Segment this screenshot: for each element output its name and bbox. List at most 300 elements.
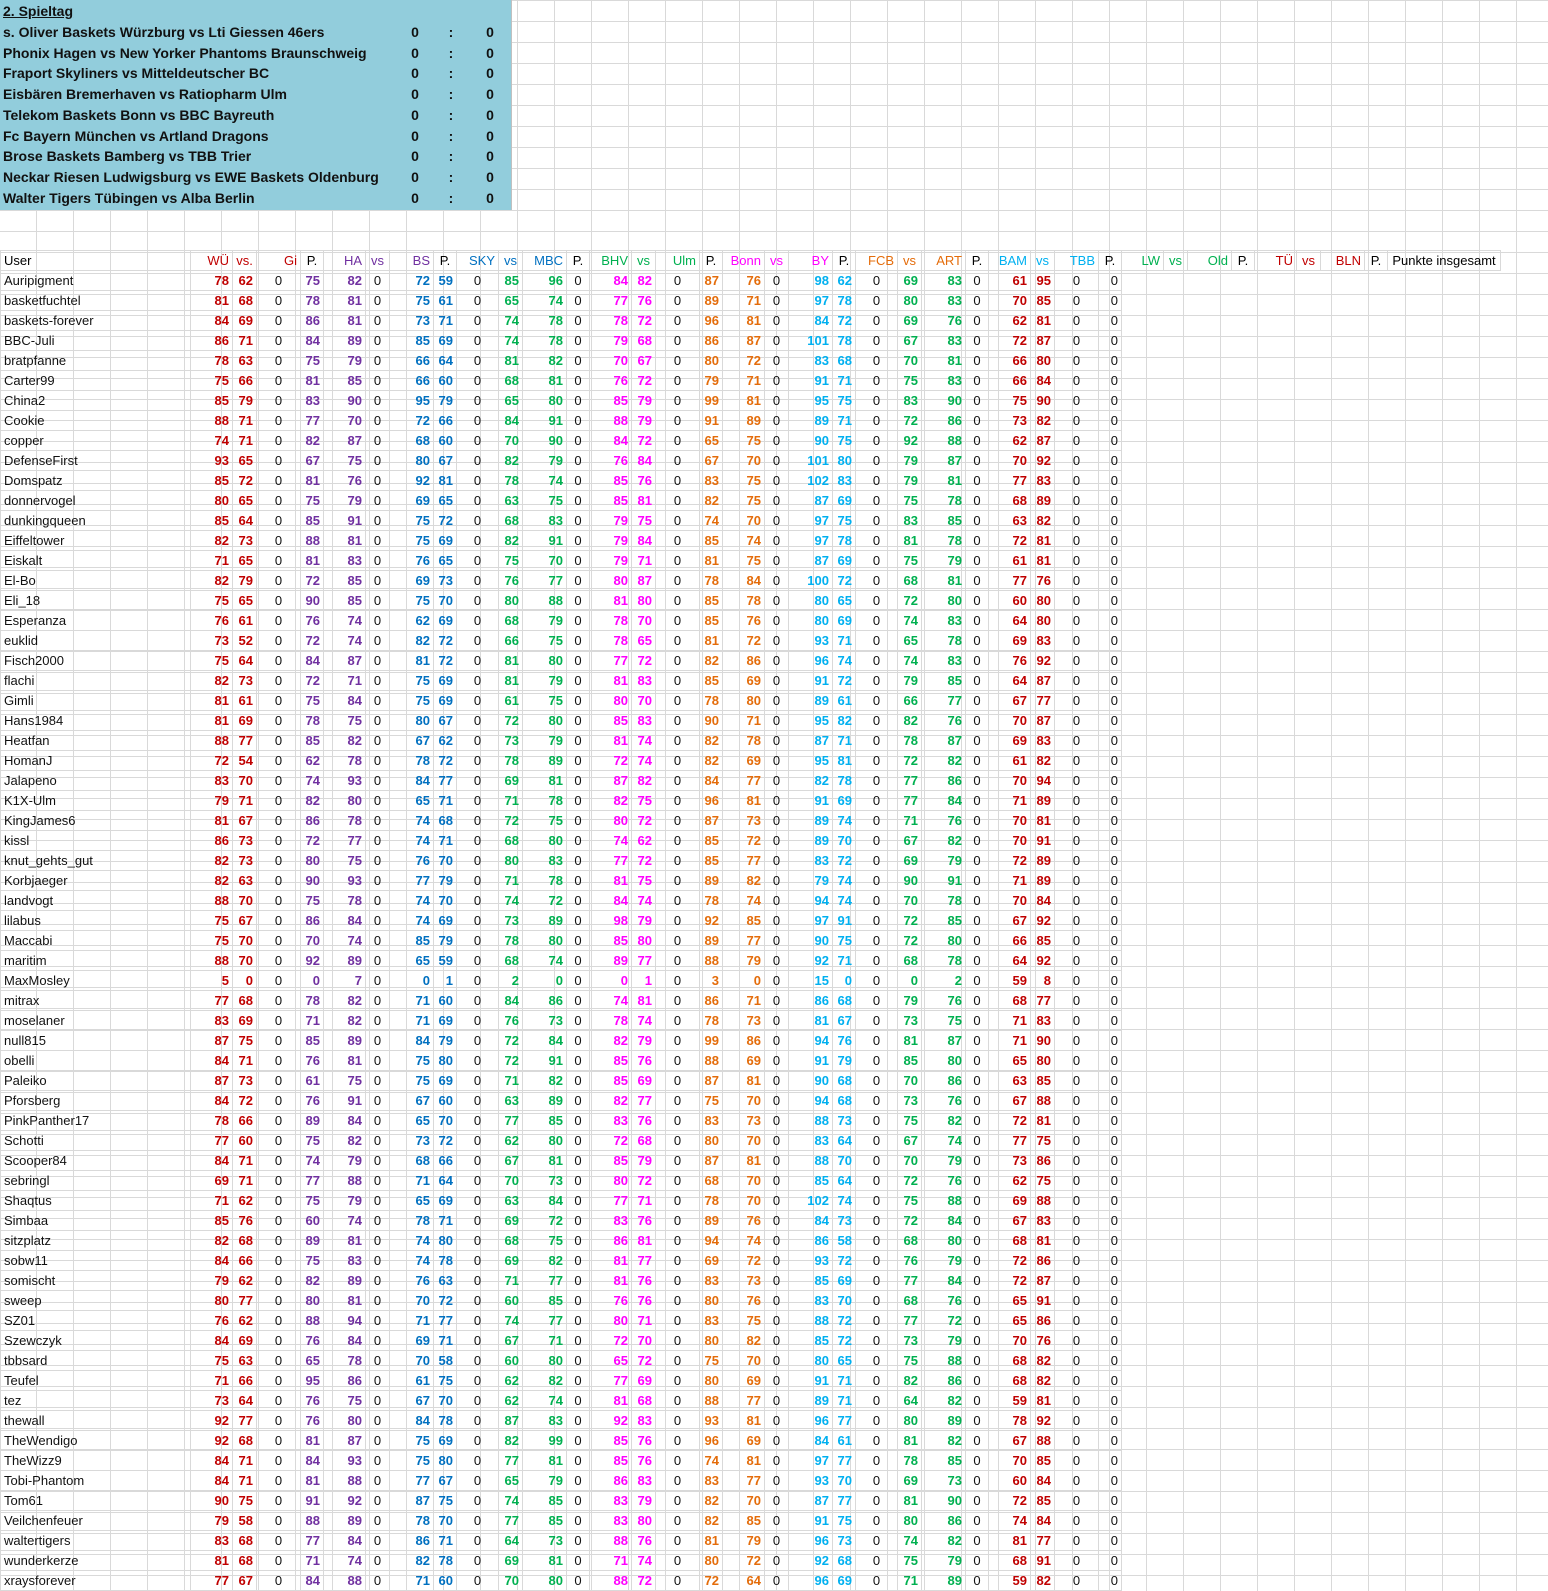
away-tip-cell[interactable]: 81: [922, 471, 966, 491]
points-cell[interactable]: 0: [366, 851, 390, 871]
away-tip-cell[interactable]: 67: [434, 1471, 457, 1491]
home-tip-cell[interactable]: 70: [989, 711, 1031, 731]
home-tip-cell[interactable]: 75: [700, 1091, 723, 1111]
points-cell[interactable]: 0: [457, 1551, 499, 1571]
points-cell[interactable]: 0: [656, 1551, 700, 1571]
home-tip-cell[interactable]: 68: [499, 1231, 523, 1251]
points-cell[interactable]: 0: [856, 611, 898, 631]
away-tip-cell[interactable]: 75: [632, 791, 656, 811]
home-tip-cell[interactable]: 87: [700, 811, 723, 831]
away-tip-cell[interactable]: 78: [324, 811, 366, 831]
away-tip-cell[interactable]: 90: [523, 431, 567, 451]
points-cell[interactable]: 0: [966, 1111, 989, 1131]
points-cell[interactable]: 0: [567, 1551, 590, 1571]
points-cell[interactable]: 0: [765, 1351, 789, 1371]
points-cell[interactable]: 0: [856, 1131, 898, 1151]
points-cell[interactable]: 0: [366, 1131, 390, 1151]
points-cell[interactable]: 0: [656, 711, 700, 731]
points-cell[interactable]: 0: [457, 1411, 499, 1431]
user-name-cell[interactable]: Simbaa: [1, 1211, 191, 1231]
away-tip-cell[interactable]: 84: [1031, 891, 1055, 911]
away-tip-cell[interactable]: 76: [922, 1171, 966, 1191]
away-tip-cell[interactable]: 73: [833, 1111, 856, 1131]
points-cell[interactable]: 0: [1055, 1191, 1099, 1211]
home-tip-cell[interactable]: 81: [301, 371, 324, 391]
home-tip-cell[interactable]: 72: [590, 1331, 632, 1351]
home-tip-cell[interactable]: 68: [390, 1151, 434, 1171]
away-tip-cell[interactable]: 70: [434, 1391, 457, 1411]
away-tip-cell[interactable]: 85: [324, 571, 366, 591]
home-tip-cell[interactable]: 62: [499, 1371, 523, 1391]
home-tip-cell[interactable]: 99: [700, 391, 723, 411]
home-tip-cell[interactable]: 75: [191, 931, 233, 951]
points-cell[interactable]: 0: [656, 1331, 700, 1351]
points-cell[interactable]: 0: [765, 651, 789, 671]
away-tip-cell[interactable]: 73: [723, 1111, 765, 1131]
away-tip-cell[interactable]: 81: [723, 1071, 765, 1091]
away-tip-cell[interactable]: 82: [922, 831, 966, 851]
home-tip-cell[interactable]: 73: [390, 1131, 434, 1151]
points-cell[interactable]: 0: [457, 891, 499, 911]
home-tip-cell[interactable]: 70: [499, 1171, 523, 1191]
total-points-cell[interactable]: 0: [1099, 1431, 1122, 1451]
away-tip-cell[interactable]: 86: [324, 1371, 366, 1391]
home-tip-cell[interactable]: 76: [499, 1011, 523, 1031]
home-tip-cell[interactable]: 81: [191, 691, 233, 711]
points-cell[interactable]: 0: [966, 531, 989, 551]
away-tip-cell[interactable]: 72: [632, 371, 656, 391]
points-cell[interactable]: 0: [656, 1371, 700, 1391]
away-tip-cell[interactable]: 65: [233, 551, 257, 571]
home-tip-cell[interactable]: 69: [989, 631, 1031, 651]
away-tip-cell[interactable]: 79: [723, 1531, 765, 1551]
away-tip-cell[interactable]: 87: [1031, 431, 1055, 451]
away-tip-cell[interactable]: 77: [833, 1451, 856, 1471]
away-tip-cell[interactable]: 89: [523, 1091, 567, 1111]
points-cell[interactable]: 0: [966, 1351, 989, 1371]
home-tip-cell[interactable]: 74: [191, 431, 233, 451]
home-tip-cell[interactable]: 77: [499, 1111, 523, 1131]
home-tip-cell[interactable]: 69: [499, 1551, 523, 1571]
home-tip-cell[interactable]: 72: [590, 1131, 632, 1151]
points-cell[interactable]: 0: [765, 1231, 789, 1251]
home-tip-cell[interactable]: 62: [390, 611, 434, 631]
away-tip-cell[interactable]: 65: [833, 1351, 856, 1371]
home-tip-cell[interactable]: 0: [390, 971, 434, 991]
away-tip-cell[interactable]: 82: [324, 271, 366, 291]
home-tip-cell[interactable]: 82: [700, 751, 723, 771]
points-cell[interactable]: 0: [856, 1431, 898, 1451]
away-tip-cell[interactable]: 73: [233, 531, 257, 551]
away-tip-cell[interactable]: 81: [723, 1411, 765, 1431]
points-cell[interactable]: 0: [257, 1531, 301, 1551]
away-tip-cell[interactable]: 84: [922, 791, 966, 811]
away-tip-cell[interactable]: 79: [922, 1551, 966, 1571]
home-tip-cell[interactable]: 75: [191, 1351, 233, 1371]
points-cell[interactable]: 0: [966, 1011, 989, 1031]
home-tip-cell[interactable]: 72: [898, 911, 922, 931]
total-points-cell[interactable]: 0: [1099, 371, 1122, 391]
home-tip-cell[interactable]: 86: [390, 1531, 434, 1551]
away-tip-cell[interactable]: 72: [434, 751, 457, 771]
home-tip-cell[interactable]: 86: [301, 811, 324, 831]
home-tip-cell[interactable]: 77: [590, 1371, 632, 1391]
home-tip-cell[interactable]: 77: [590, 1191, 632, 1211]
home-tip-cell[interactable]: 79: [789, 871, 833, 891]
points-cell[interactable]: 0: [856, 1211, 898, 1231]
points-cell[interactable]: 0: [1055, 651, 1099, 671]
home-tip-cell[interactable]: 87: [390, 1491, 434, 1511]
home-tip-cell[interactable]: 84: [191, 311, 233, 331]
points-cell[interactable]: 0: [457, 1191, 499, 1211]
home-tip-cell[interactable]: 80: [301, 1291, 324, 1311]
home-tip-cell[interactable]: 60: [301, 1211, 324, 1231]
points-cell[interactable]: 0: [366, 1011, 390, 1031]
away-tip-cell[interactable]: 69: [632, 1371, 656, 1391]
away-tip-cell[interactable]: 89: [324, 1511, 366, 1531]
home-tip-cell[interactable]: 87: [789, 491, 833, 511]
home-tip-cell[interactable]: 75: [191, 591, 233, 611]
away-tip-cell[interactable]: 76: [632, 1211, 656, 1231]
away-tip-cell[interactable]: 74: [324, 931, 366, 951]
home-tip-cell[interactable]: 67: [390, 1391, 434, 1411]
points-cell[interactable]: 0: [257, 1071, 301, 1091]
home-tip-cell[interactable]: 81: [499, 671, 523, 691]
points-cell[interactable]: 0: [656, 1511, 700, 1531]
away-tip-cell[interactable]: 71: [833, 631, 856, 651]
home-tip-cell[interactable]: 86: [590, 1231, 632, 1251]
home-tip-cell[interactable]: 77: [989, 571, 1031, 591]
home-tip-cell[interactable]: 74: [390, 891, 434, 911]
away-tip-cell[interactable]: 78: [833, 291, 856, 311]
away-tip-cell[interactable]: 74: [723, 531, 765, 551]
points-cell[interactable]: 0: [1055, 671, 1099, 691]
home-tip-cell[interactable]: 75: [191, 911, 233, 931]
home-tip-cell[interactable]: 76: [390, 851, 434, 871]
away-tip-cell[interactable]: 99: [523, 1431, 567, 1451]
home-tip-cell[interactable]: 69: [390, 491, 434, 511]
points-cell[interactable]: 0: [257, 1011, 301, 1031]
points-cell[interactable]: 0: [1055, 1371, 1099, 1391]
points-cell[interactable]: 0: [257, 1191, 301, 1211]
away-tip-cell[interactable]: 67: [434, 451, 457, 471]
points-cell[interactable]: 0: [1055, 731, 1099, 751]
home-tip-cell[interactable]: 66: [989, 931, 1031, 951]
home-tip-cell[interactable]: 80: [898, 291, 922, 311]
points-cell[interactable]: 0: [457, 511, 499, 531]
points-cell[interactable]: 0: [366, 1411, 390, 1431]
home-tip-cell[interactable]: 69: [700, 1251, 723, 1271]
away-tip-cell[interactable]: 76: [1031, 571, 1055, 591]
points-cell[interactable]: 0: [856, 371, 898, 391]
home-tip-cell[interactable]: 75: [700, 1351, 723, 1371]
away-tip-cell[interactable]: 72: [233, 471, 257, 491]
home-tip-cell[interactable]: 89: [590, 951, 632, 971]
points-cell[interactable]: 0: [567, 1531, 590, 1551]
home-tip-cell[interactable]: 80: [789, 1351, 833, 1371]
points-cell[interactable]: 0: [366, 351, 390, 371]
home-tip-cell[interactable]: 81: [499, 351, 523, 371]
points-cell[interactable]: 0: [366, 1151, 390, 1171]
home-tip-cell[interactable]: 73: [499, 911, 523, 931]
home-tip-cell[interactable]: 72: [191, 751, 233, 771]
home-tip-cell[interactable]: 85: [590, 1451, 632, 1471]
away-tip-cell[interactable]: 79: [632, 391, 656, 411]
points-cell[interactable]: 0: [966, 991, 989, 1011]
total-points-cell[interactable]: 0: [1099, 1031, 1122, 1051]
away-tip-cell[interactable]: 81: [1031, 1391, 1055, 1411]
away-tip-cell[interactable]: 91: [324, 1091, 366, 1111]
home-tip-cell[interactable]: 82: [590, 791, 632, 811]
points-cell[interactable]: 0: [1055, 1391, 1099, 1411]
points-cell[interactable]: 0: [765, 811, 789, 831]
home-tip-cell[interactable]: 91: [301, 1491, 324, 1511]
points-cell[interactable]: 0: [567, 1451, 590, 1471]
points-cell[interactable]: 0: [966, 1231, 989, 1251]
points-cell[interactable]: 0: [366, 1491, 390, 1511]
points-cell[interactable]: 0: [966, 511, 989, 531]
away-tip-cell[interactable]: 73: [434, 571, 457, 591]
away-tip-cell[interactable]: 87: [1031, 1271, 1055, 1291]
points-cell[interactable]: 0: [656, 271, 700, 291]
points-cell[interactable]: 0: [856, 1171, 898, 1191]
home-tip-cell[interactable]: 83: [700, 471, 723, 491]
points-cell[interactable]: 0: [856, 571, 898, 591]
points-cell[interactable]: 0: [765, 971, 789, 991]
points-cell[interactable]: 0: [656, 751, 700, 771]
away-tip-cell[interactable]: 85: [1031, 291, 1055, 311]
home-tip-cell[interactable]: 72: [898, 931, 922, 951]
away-tip-cell[interactable]: 81: [1031, 1111, 1055, 1131]
points-cell[interactable]: 0: [366, 491, 390, 511]
home-tip-cell[interactable]: 96: [700, 791, 723, 811]
points-cell[interactable]: 0: [257, 1291, 301, 1311]
away-tip-cell[interactable]: 90: [1031, 391, 1055, 411]
home-tip-cell[interactable]: 66: [499, 631, 523, 651]
points-cell[interactable]: 0: [257, 571, 301, 591]
home-tip-cell[interactable]: 75: [898, 491, 922, 511]
home-tip-cell[interactable]: 73: [989, 411, 1031, 431]
total-points-cell[interactable]: 0: [1099, 971, 1122, 991]
points-cell[interactable]: 0: [457, 771, 499, 791]
away-tip-cell[interactable]: 73: [233, 851, 257, 871]
points-cell[interactable]: 0: [765, 1191, 789, 1211]
home-tip-cell[interactable]: 71: [390, 991, 434, 1011]
points-cell[interactable]: 0: [856, 971, 898, 991]
home-tip-cell[interactable]: 85: [590, 1431, 632, 1451]
home-tip-cell[interactable]: 67: [499, 1331, 523, 1351]
user-name-cell[interactable]: TheWendigo: [1, 1431, 191, 1451]
home-tip-cell[interactable]: 71: [191, 1371, 233, 1391]
away-tip-cell[interactable]: 88: [523, 591, 567, 611]
points-cell[interactable]: 0: [656, 771, 700, 791]
points-cell[interactable]: 0: [257, 351, 301, 371]
points-cell[interactable]: 0: [457, 451, 499, 471]
points-cell[interactable]: 0: [966, 1451, 989, 1471]
home-tip-cell[interactable]: 67: [390, 731, 434, 751]
home-tip-cell[interactable]: 78: [590, 611, 632, 631]
points-cell[interactable]: 0: [656, 651, 700, 671]
points-cell[interactable]: 0: [366, 331, 390, 351]
away-tip-cell[interactable]: 80: [1031, 591, 1055, 611]
away-tip-cell[interactable]: 70: [632, 611, 656, 631]
away-tip-cell[interactable]: 75: [324, 451, 366, 471]
points-cell[interactable]: 0: [1055, 971, 1099, 991]
away-tip-cell[interactable]: 65: [233, 451, 257, 471]
home-tip-cell[interactable]: 70: [989, 831, 1031, 851]
home-tip-cell[interactable]: 76: [590, 451, 632, 471]
home-tip-cell[interactable]: 74: [390, 831, 434, 851]
home-tip-cell[interactable]: 68: [989, 1371, 1031, 1391]
away-tip-cell[interactable]: 83: [922, 651, 966, 671]
points-cell[interactable]: 0: [457, 1391, 499, 1411]
points-cell[interactable]: 0: [765, 1451, 789, 1471]
away-tip-cell[interactable]: 88: [1031, 1431, 1055, 1451]
home-tip-cell[interactable]: 87: [789, 1491, 833, 1511]
home-tip-cell[interactable]: 74: [390, 1251, 434, 1271]
user-name-cell[interactable]: obelli: [1, 1051, 191, 1071]
home-tip-cell[interactable]: 81: [898, 1031, 922, 1051]
home-tip-cell[interactable]: 65: [898, 631, 922, 651]
home-tip-cell[interactable]: 80: [789, 611, 833, 631]
points-cell[interactable]: 0: [765, 1471, 789, 1491]
points-cell[interactable]: 0: [856, 451, 898, 471]
points-cell[interactable]: 0: [457, 431, 499, 451]
home-tip-cell[interactable]: 85: [700, 591, 723, 611]
home-tip-cell[interactable]: 85: [590, 1151, 632, 1171]
points-cell[interactable]: 0: [1055, 491, 1099, 511]
away-tip-cell[interactable]: 70: [233, 771, 257, 791]
home-tip-cell[interactable]: 92: [898, 431, 922, 451]
home-tip-cell[interactable]: 94: [700, 1231, 723, 1251]
home-tip-cell[interactable]: 72: [898, 1171, 922, 1191]
points-cell[interactable]: 0: [1055, 1431, 1099, 1451]
away-tip-cell[interactable]: 82: [523, 1371, 567, 1391]
user-name-cell[interactable]: baskets-forever: [1, 311, 191, 331]
away-tip-cell[interactable]: 70: [833, 1291, 856, 1311]
points-cell[interactable]: 0: [567, 1351, 590, 1371]
away-tip-cell[interactable]: 89: [922, 1411, 966, 1431]
away-tip-cell[interactable]: 60: [233, 1131, 257, 1151]
away-tip-cell[interactable]: 93: [324, 871, 366, 891]
points-cell[interactable]: 0: [656, 1571, 700, 1591]
home-tip-cell[interactable]: 80: [700, 351, 723, 371]
user-name-cell[interactable]: TheWizz9: [1, 1451, 191, 1471]
points-cell[interactable]: 0: [567, 671, 590, 691]
points-cell[interactable]: 0: [765, 371, 789, 391]
away-tip-cell[interactable]: 88: [1031, 1191, 1055, 1211]
points-cell[interactable]: 0: [567, 691, 590, 711]
away-tip-cell[interactable]: 72: [922, 1311, 966, 1331]
points-cell[interactable]: 0: [966, 1051, 989, 1071]
away-tip-cell[interactable]: 82: [922, 1431, 966, 1451]
points-cell[interactable]: 0: [656, 1131, 700, 1151]
away-tip-cell[interactable]: 79: [324, 1191, 366, 1211]
home-tip-cell[interactable]: 81: [700, 1531, 723, 1551]
home-tip-cell[interactable]: 59: [989, 1571, 1031, 1591]
points-cell[interactable]: 0: [366, 671, 390, 691]
points-cell[interactable]: 0: [765, 1431, 789, 1451]
user-name-cell[interactable]: moselaner: [1, 1011, 191, 1031]
home-tip-cell[interactable]: 79: [700, 371, 723, 391]
away-tip-cell[interactable]: 79: [324, 491, 366, 511]
home-tip-cell[interactable]: 66: [989, 351, 1031, 371]
user-name-cell[interactable]: sitzplatz: [1, 1231, 191, 1251]
points-cell[interactable]: 0: [257, 531, 301, 551]
points-cell[interactable]: 0: [765, 711, 789, 731]
points-cell[interactable]: 0: [765, 1171, 789, 1191]
home-tip-cell[interactable]: 83: [789, 1291, 833, 1311]
away-tip-cell[interactable]: 78: [324, 751, 366, 771]
away-tip-cell[interactable]: 70: [833, 1471, 856, 1491]
points-cell[interactable]: 0: [567, 371, 590, 391]
home-tip-cell[interactable]: 81: [700, 551, 723, 571]
points-cell[interactable]: 0: [765, 1031, 789, 1051]
points-cell[interactable]: 0: [257, 271, 301, 291]
away-tip-cell[interactable]: 79: [922, 1251, 966, 1271]
away-tip-cell[interactable]: 79: [723, 951, 765, 971]
home-tip-cell[interactable]: 69: [499, 1251, 523, 1271]
home-tip-cell[interactable]: 79: [590, 511, 632, 531]
away-tip-cell[interactable]: 80: [922, 1051, 966, 1071]
points-cell[interactable]: 0: [567, 1511, 590, 1531]
away-tip-cell[interactable]: 72: [723, 1551, 765, 1571]
points-cell[interactable]: 0: [567, 351, 590, 371]
away-tip-cell[interactable]: 78: [434, 1551, 457, 1571]
away-tip-cell[interactable]: 60: [434, 1571, 457, 1591]
home-tip-cell[interactable]: 77: [898, 1311, 922, 1331]
home-tip-cell[interactable]: 68: [989, 1231, 1031, 1251]
total-points-cell[interactable]: 0: [1099, 731, 1122, 751]
points-cell[interactable]: 0: [366, 791, 390, 811]
points-cell[interactable]: 0: [457, 651, 499, 671]
points-cell[interactable]: 0: [457, 331, 499, 351]
total-points-cell[interactable]: 0: [1099, 1351, 1122, 1371]
away-tip-cell[interactable]: 81: [523, 1451, 567, 1471]
home-tip-cell[interactable]: 68: [898, 951, 922, 971]
home-tip-cell[interactable]: 101: [789, 331, 833, 351]
home-tip-cell[interactable]: 82: [700, 1511, 723, 1531]
away-tip-cell[interactable]: 81: [324, 311, 366, 331]
points-cell[interactable]: 0: [856, 691, 898, 711]
points-cell[interactable]: 0: [257, 631, 301, 651]
home-tip-cell[interactable]: 67: [898, 331, 922, 351]
home-tip-cell[interactable]: 90: [789, 931, 833, 951]
away-tip-cell[interactable]: 86: [1031, 1311, 1055, 1331]
away-tip-cell[interactable]: 75: [324, 1071, 366, 1091]
home-tip-cell[interactable]: 77: [390, 871, 434, 891]
points-cell[interactable]: 0: [966, 1511, 989, 1531]
home-tip-cell[interactable]: 67: [989, 1091, 1031, 1111]
away-tip-cell[interactable]: 76: [632, 1431, 656, 1451]
home-tip-cell[interactable]: 83: [191, 771, 233, 791]
points-cell[interactable]: 0: [257, 611, 301, 631]
home-tip-cell[interactable]: 85: [700, 831, 723, 851]
away-tip-cell[interactable]: 84: [922, 1211, 966, 1231]
user-name-cell[interactable]: Auripigment: [1, 271, 191, 291]
points-cell[interactable]: 0: [856, 1491, 898, 1511]
points-cell[interactable]: 0: [656, 1531, 700, 1551]
home-tip-cell[interactable]: 70: [390, 1291, 434, 1311]
home-tip-cell[interactable]: 101: [789, 451, 833, 471]
points-cell[interactable]: 0: [1055, 631, 1099, 651]
home-tip-cell[interactable]: 76: [390, 551, 434, 571]
user-name-cell[interactable]: copper: [1, 431, 191, 451]
points-cell[interactable]: 0: [257, 1571, 301, 1591]
away-tip-cell[interactable]: 72: [833, 1311, 856, 1331]
home-tip-cell[interactable]: 85: [390, 331, 434, 351]
home-tip-cell[interactable]: 86: [700, 331, 723, 351]
